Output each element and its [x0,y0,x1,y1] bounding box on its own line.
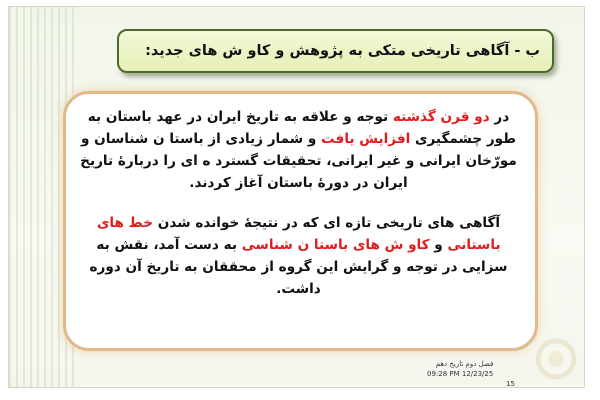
paragraph-text: آگاهی های تاریخی تازه ای که در نتیجۀ خوانده شدن [153,215,501,231]
slide-footer [427,359,493,379]
watermark-icon [534,337,578,381]
paragraph-text: به دست آمد، نقش به سزایی در توجه و گرایش این گروه از محققان به تاریخ آن دوره داشت. [89,237,508,297]
paragraph-text: و شمار زیادی از باستا ن شناسان و مورّخان ایرانی و غیر ایرانی، تحقیقات گسترد ه ای را دربارۀ تاریخ ایران در دورۀ باستان آغاز کردند. [80,131,517,191]
slide [8,6,585,388]
paragraph-1 [80,106,517,194]
highlighted-text: کاو ش های باستا ن شناسی [241,237,430,253]
paragraph-text: در [489,109,510,125]
highlighted-text: دو قرن گذشته [392,109,490,125]
content-box [63,91,538,351]
paragraph-2 [80,212,517,300]
paragraph-text: و [429,237,448,253]
paragraph-text: توجه و علاقه به تاریخ ایران در عهد باستان به طور چشمگیری [87,109,517,147]
footer-course: فصل دوم تاریخ دهم [435,360,494,368]
page-number: 15 [506,380,515,388]
slide-title: ب - آگاهی تاریخی متکی به پژوهش و کاو ش های جدید: [145,43,540,59]
slide-title-box [117,29,554,73]
highlighted-text: افزایش یافت [321,131,411,147]
highlighted-text: خط های باستانی [96,215,501,253]
footer-timestamp: 09:28 PM 12/23/25 [427,370,494,378]
